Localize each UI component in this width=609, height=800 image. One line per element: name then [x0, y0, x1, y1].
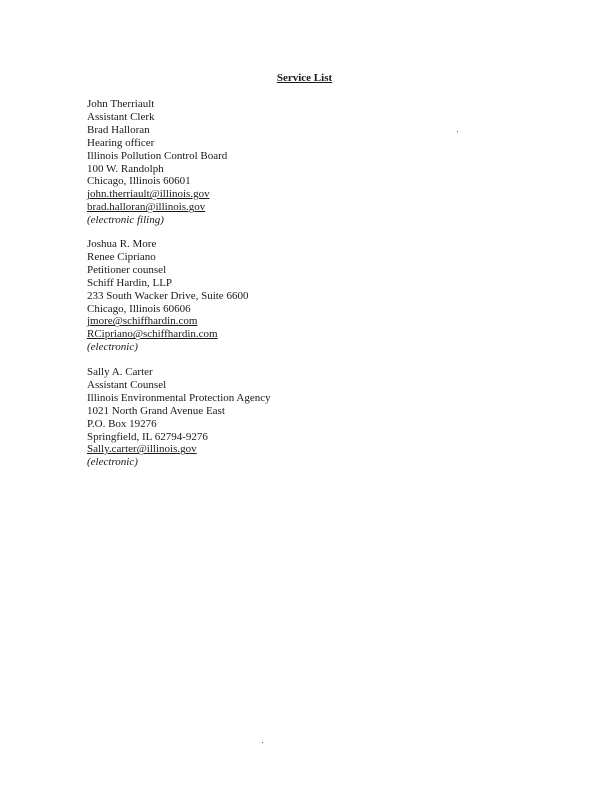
recipient-block-petitioner-counsel: [87, 238, 248, 354]
city-state-zip: Chicago, Illinois 60601: [87, 175, 191, 188]
recipient-name: Sally A. Carter: [87, 366, 153, 378]
recipient-title: Petitioner counsel: [87, 263, 167, 276]
email-link[interactable]: Sally.carter@illinois.gov: [87, 443, 197, 456]
recipient-name: Joshua R. More: [87, 238, 157, 250]
street-address: 100 W. Randolph: [87, 162, 164, 175]
email-link[interactable]: brad.halloran@illinois.gov: [87, 201, 206, 214]
delivery-method-note: (electronic): [87, 341, 138, 354]
recipient-block-epa-counsel: [87, 366, 271, 469]
scan-speck: [457, 131, 458, 132]
po-box: P.O. Box 19276: [87, 417, 157, 430]
delivery-method-note: (electronic filing): [87, 214, 164, 227]
city-state-zip: Chicago, Illinois 60606: [87, 302, 191, 315]
recipient-block-pollution-control-board: [87, 98, 227, 227]
recipient-name: John Therriault: [87, 98, 155, 110]
email-link[interactable]: john.therriault@illinois.gov: [87, 188, 210, 201]
recipient-title: Assistant Counsel: [87, 378, 167, 391]
delivery-method-note: (electronic): [87, 456, 138, 469]
recipient-name: Brad Halloran: [87, 123, 150, 136]
recipient-title: Assistant Clerk: [87, 110, 155, 123]
email-link[interactable]: RCipriano@schiffhardin.com: [87, 328, 218, 341]
page-title: Service List: [276, 72, 333, 84]
street-address: 233 South Wacker Drive, Suite 6600: [87, 289, 249, 302]
organization: Illinois Environmental Protection Agency: [87, 391, 271, 404]
city-state-zip: Springfield, IL 62794-9276: [87, 430, 208, 443]
email-link[interactable]: jmore@schiffhardin.com: [87, 315, 198, 328]
street-address: 1021 North Grand Avenue East: [87, 404, 225, 417]
scan-speck: [262, 742, 263, 743]
organization: Illinois Pollution Control Board: [87, 149, 228, 162]
recipient-title: Hearing officer: [87, 136, 155, 149]
organization: Schiff Hardin, LLP: [87, 276, 173, 289]
recipient-name: Renee Cipriano: [87, 250, 156, 263]
